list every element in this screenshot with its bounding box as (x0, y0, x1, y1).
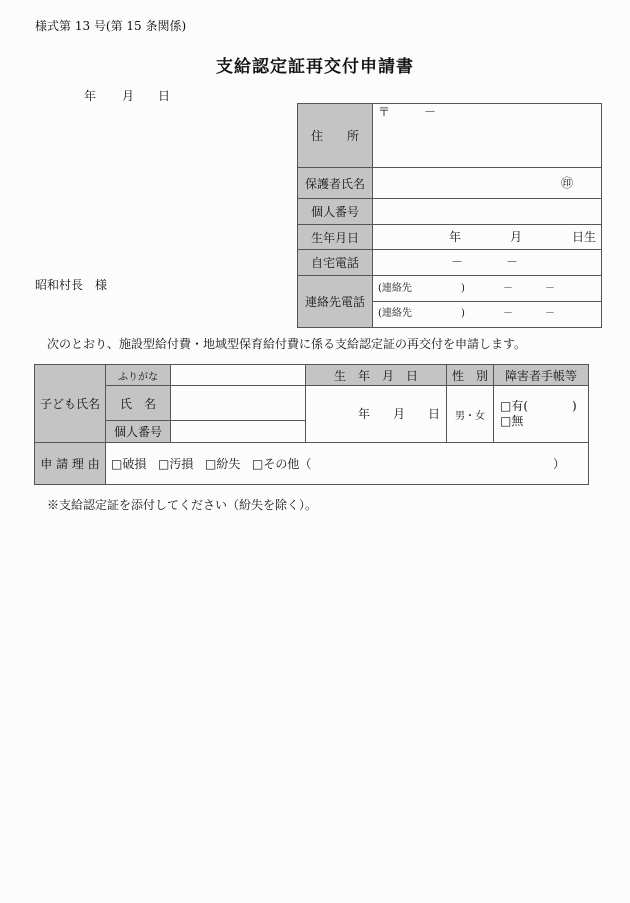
home-phone-dash-2: － (506, 255, 519, 269)
reason-soiled-option[interactable]: □汚損 (158, 457, 194, 471)
gender-header: 性 別 (451, 368, 488, 383)
furigana-label: ふりがな (118, 371, 158, 383)
birth-day: 日生 (572, 230, 597, 244)
child-birth-year: 年 (358, 407, 371, 421)
personal-number-label: 個人番号 (310, 205, 359, 219)
contact-1-dash-1: － (503, 283, 513, 294)
address-label: 住 所 (310, 129, 359, 143)
date-month: 月 (122, 89, 135, 103)
application-statement: 次のとおり、施設型給付費・地域型保育給付費に係る支給認定証の再交付を申請します。 (47, 337, 527, 351)
child-birth-day: 日 (428, 407, 441, 421)
birth-year: 年 (449, 230, 462, 244)
child-name-field[interactable] (171, 387, 304, 419)
date-day: 日 (158, 89, 171, 103)
child-name-section-label: 子ども氏名 (39, 397, 100, 411)
furigana-field[interactable] (171, 366, 304, 384)
date-year: 年 (84, 89, 97, 103)
reason-label: 申 請 理 由 (40, 457, 100, 471)
reason-other-close: ） (553, 457, 566, 471)
contact-1-dash-2: － (545, 283, 555, 294)
reason-lost-option[interactable]: □紛失 (205, 457, 241, 471)
child-name-label: 氏 名 (119, 396, 156, 411)
contact-2-dash-1: － (503, 308, 513, 319)
contact-2-dash-2: － (545, 308, 555, 319)
guardian-name-field[interactable] (374, 169, 554, 197)
addressee: 昭和村長 様 (35, 278, 108, 292)
disability-no-option[interactable]: □無 (500, 414, 524, 428)
reason-damaged-option[interactable]: □破損 (111, 457, 147, 471)
seal-mark: ㊞ (561, 176, 574, 190)
contact-1-close: ) (461, 283, 465, 294)
guardian-name-label: 保護者氏名 (304, 176, 365, 191)
disability-yes-close: ) (572, 399, 577, 413)
home-phone-label: 自宅電話 (310, 256, 359, 270)
child-personal-number-label: 個人番号 (113, 425, 162, 439)
birthdate-header: 生 年 月 日 (333, 368, 418, 383)
gender-options[interactable]: 男・女 (455, 410, 485, 422)
contact-1-prefix: (連絡先 (378, 283, 412, 294)
birthdate-label: 生年月日 (310, 230, 359, 245)
child-birth-month: 月 (393, 407, 406, 421)
home-phone-dash-1: － (451, 255, 464, 269)
disability-yes-option[interactable]: □有( (500, 399, 529, 413)
form-number: 様式第 13 号(第 15 条関係) (35, 19, 187, 33)
contact-2-prefix: (連絡先 (378, 308, 412, 319)
attachment-note: ※支給認定証を添付してください（紛失を除く）。 (47, 498, 318, 512)
birth-month: 月 (510, 230, 523, 244)
address-field[interactable] (374, 120, 600, 166)
postal-dash: － (424, 105, 437, 119)
contact-2-close: ) (461, 308, 465, 319)
contact-phone-label: 連絡先電話 (304, 295, 365, 309)
child-personal-number-field[interactable] (171, 422, 304, 441)
page-title: 支給認定証再交付申請書 (216, 57, 414, 77)
personal-number-field[interactable] (374, 200, 600, 223)
disability-header: 障害者手帳等 (504, 368, 577, 383)
postal-mark: 〒 (378, 105, 391, 119)
reason-other-option[interactable]: □その他（ (252, 457, 312, 471)
